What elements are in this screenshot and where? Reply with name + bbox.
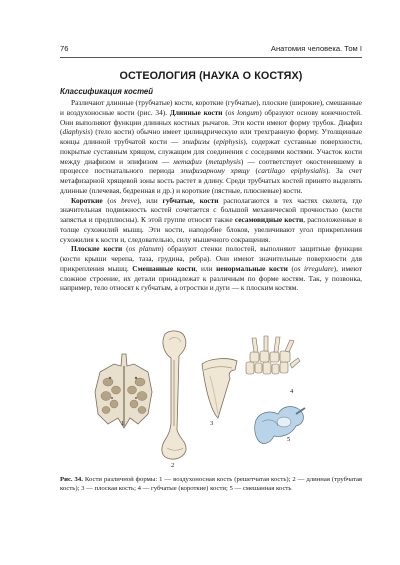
figure-label-1: 1 [121, 420, 125, 427]
scapula-bone-illustration [198, 356, 240, 422]
term-epiphyses: эпифизы [182, 137, 210, 146]
paragraph-3 [60, 244, 362, 293]
page-header [60, 44, 362, 56]
text-run: ) (тело кости) обычно имеет цилиндрическую или трехгранную форму. Утолщенные концы длинной трубчатой кости — [60, 127, 362, 146]
term-long-bones: Длинные кости [169, 107, 223, 117]
chapter-title: ОСТЕОЛОГИЯ (НАУКА О КОСТЯХ) [119, 70, 303, 82]
text-run: ), или [137, 195, 163, 205]
term-mixed-bones: Смешанные кости [132, 263, 196, 273]
text-run: ) образуют основу конечностей. Они выполняют функции длинных костных рычагов. Эти кости имеют форму трубок. Диафиз ( [60, 107, 362, 137]
figure-label-3: 3 [210, 420, 214, 427]
text-run: ), содержат суставные поверхности, покрытые суставным хрящом, служащим для соединения с соседними костями. Участок кости между диафизом и эпифизом — [60, 137, 362, 166]
latin-term: diaphysis [62, 127, 91, 137]
text-run: , расположенные в толще сухожилий мышц. Эти кости, наподобие блоков, увеличивают угол прикрепления сухожилия к кости и, следовательно, силу мышечного сокращения. [60, 215, 362, 244]
term-metaphysis: метафиз [173, 156, 202, 166]
term-spongy-bones: губчатые, кости [162, 195, 219, 205]
text-run: ( [287, 263, 294, 273]
term-short-bones: Короткие [71, 195, 103, 205]
caption-text: Кости различной формы: 1 — воздухоносная кость (решетчатая кость); 2 — длинная (трубчатая кость); 3 — плоская кость; 4 — губчатые (короткие) кости; 5 — смешанная кость [60, 476, 362, 492]
term-sesamoid-bones: сесамовидные кости [234, 215, 304, 224]
latin-term: epiphysis [215, 137, 244, 146]
latin-term: os breve [109, 195, 138, 205]
text-run: , или [195, 263, 217, 273]
text-run: ( [102, 195, 110, 205]
body-text [60, 98, 362, 293]
figure-caption [60, 476, 362, 493]
figure-label-2: 2 [171, 462, 175, 469]
term-flat-bones: Плоские кости [71, 244, 123, 254]
latin-term: os planum [128, 244, 162, 254]
text-run: ( [209, 137, 216, 146]
term-epiphyseal-cartilage: эпифизарному хрящу [180, 166, 250, 176]
page-number: 76 [60, 44, 69, 53]
figure-reference: Рис. 34. [60, 476, 83, 483]
latin-term: cartilago epiphysialis [257, 166, 326, 176]
vertebra-bone-illustration [252, 400, 308, 450]
humerus-bone-illustration [157, 330, 191, 462]
section-title: Классификация костей [60, 87, 153, 96]
text-run: ) образуют стенки полостей, выполняют защитные функции (кости крыши черепа, таза, грудина, ребра). Они имеют значительные поверхности для прикрепления мышц. [60, 244, 362, 273]
text-run: ( [249, 166, 258, 176]
term-irregular-bones: ненормальные кости [216, 263, 288, 273]
latin-term: metaphysis [208, 156, 241, 166]
paragraph-1 [60, 98, 362, 196]
figure-label-5: 5 [287, 436, 291, 443]
carpal-bones-illustration [244, 334, 302, 380]
text-run: ( [201, 156, 209, 166]
text-run: ) — соответствует окостеневшему в процессе постнатального периода [60, 156, 362, 176]
latin-term: os longum [227, 107, 260, 117]
latin-term: os irregulare [293, 263, 334, 273]
bone-types-figure [84, 330, 340, 470]
running-title: Анатомия человека. Том I [270, 44, 362, 53]
ethmoid-bone-illustration [92, 352, 156, 430]
text-run: ( [122, 244, 129, 254]
text-run: ), имеют сложное строение, их детали принадлежат к различным по форме костям. Так, у позвонка, например, тело относят к губчатым, а отростки и дуги — к плоским костям. [60, 263, 362, 293]
text-run: ( [222, 107, 228, 117]
text-run: Различают длинные (трубчатые) кости, короткие (губчатые), плоские (широкие), смешанные и воздухоносные кости (рис. 34). [60, 98, 362, 117]
paragraph-2 [60, 196, 362, 245]
text-run: располагаются в тех частях скелета, где значительная подвижность костей сочетается с большой механической прочностью (кости запястья и предплюсны). К этой группе относят также [60, 195, 363, 224]
figure-label-4: 4 [290, 388, 294, 395]
text-run: ). За счет метафизарной хрящевой зоны кость растет в длину. Среди трубчатых костей принято выделять длинные (плечевая, бедренная и др.) и короткие (пястные, плюсневые) кости. [60, 166, 362, 195]
header-divider [60, 57, 362, 58]
